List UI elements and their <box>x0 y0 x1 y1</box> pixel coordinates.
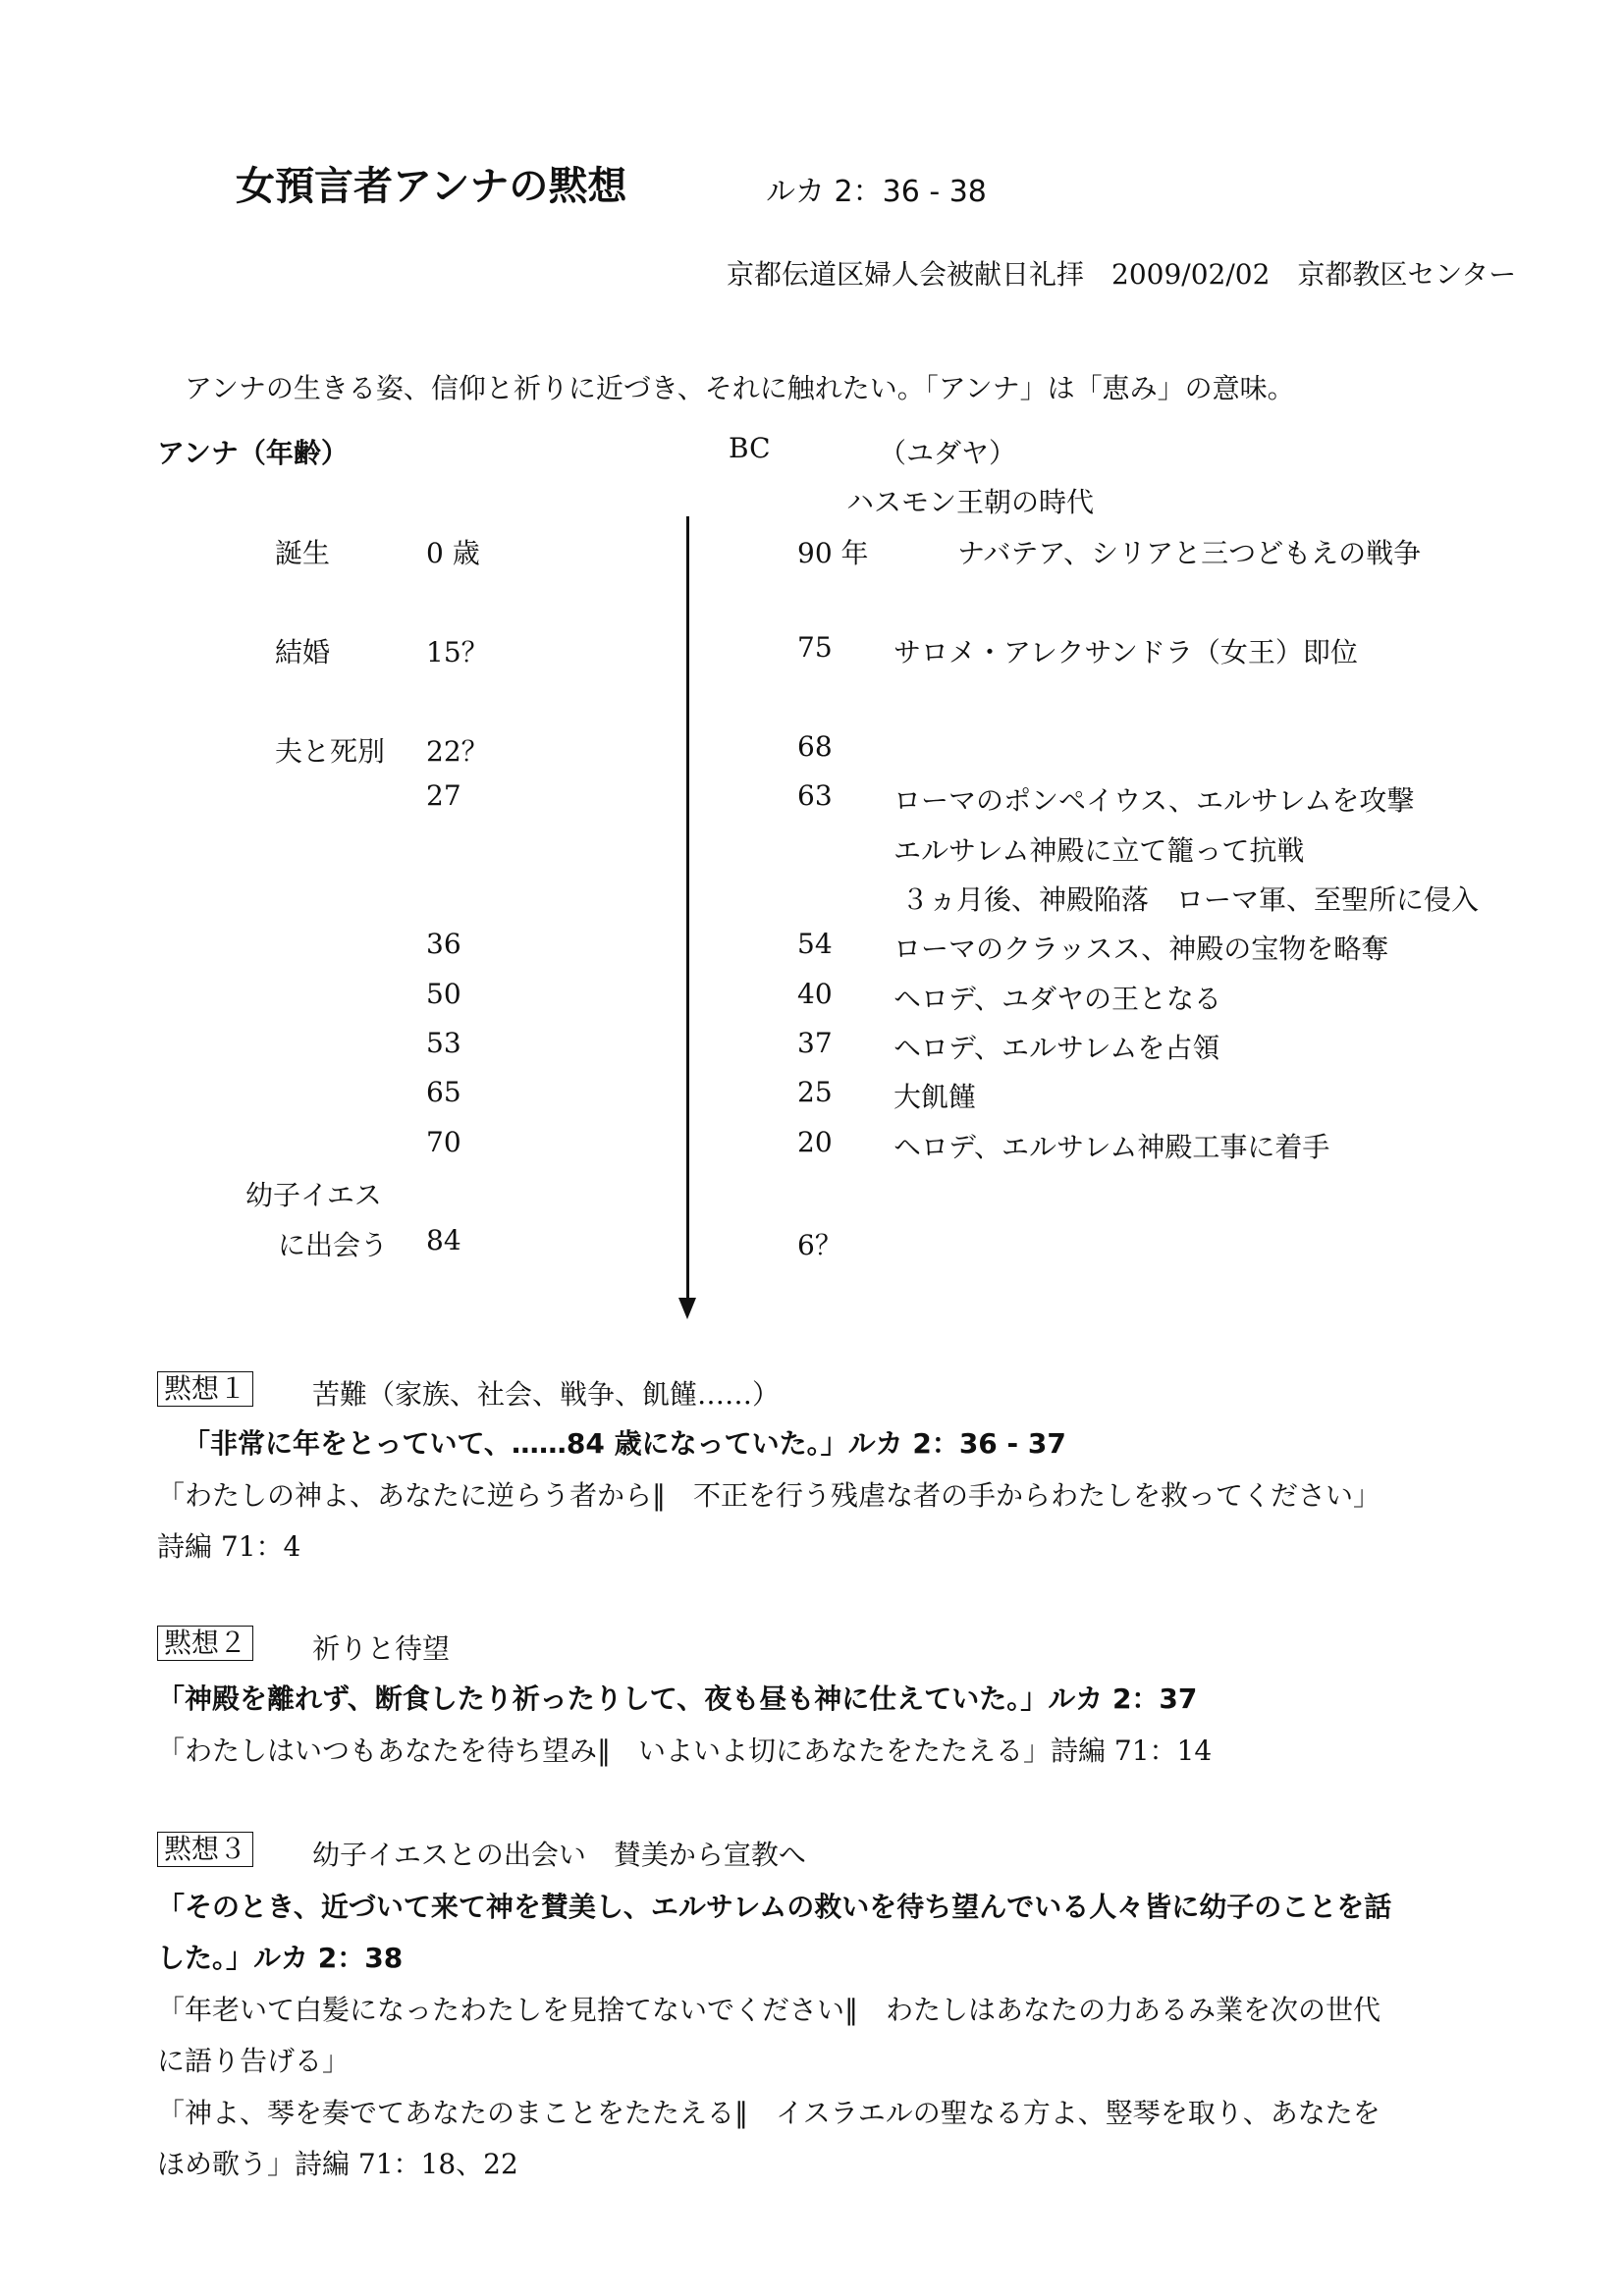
timeline-arrow-head <box>678 1298 696 1319</box>
timeline-year: 68 <box>797 730 833 763</box>
timeline-year: 63 <box>797 779 833 812</box>
timeline-history: ３ヵ月後、神殿陥落 ローマ軍、至聖所に侵入 <box>901 883 1480 916</box>
timeline-left-header: アンナ（年齢） <box>157 437 349 469</box>
timeline-year: 40 <box>797 978 833 1010</box>
meditation-quote: 「非常に年をとっていて、……84 歳になっていた。」ルカ 2：36 - 37 <box>183 1427 1066 1460</box>
timeline-history: サロメ・アレクサンドラ（女王）即位 <box>893 636 1358 668</box>
meditation-quote: 「そのとき、近づいて来て神を賛美し、エルサレムの救いを待ち望んでいる人々皆に幼子のことを話 <box>157 1891 1392 1923</box>
meditation-label: 黙想２ <box>157 1626 253 1661</box>
psalm-line: 詩編 71：4 <box>157 1530 301 1563</box>
meditation-heading-title: 苦難 <box>312 1378 368 1411</box>
timeline-age: 65 <box>426 1076 461 1108</box>
timeline-age: 84 <box>426 1224 461 1256</box>
psalm-line: 「わたしの神よ、あなたに逆らう者から‖ 不正を行う残虐な者の手からわたしを救ってください」 <box>157 1479 1381 1512</box>
event-info: 京都伝道区婦人会被献日礼拝 2009/02/02 京都教区センター <box>727 258 1517 291</box>
timeline-age: 22？ <box>426 735 489 768</box>
timeline-year: 6？ <box>797 1229 842 1261</box>
timeline-age: 36 <box>426 928 461 960</box>
title-scripture-reference: ルカ 2：36 - 38 <box>766 175 987 209</box>
meditation-heading-title: 祈りと待望 <box>312 1632 451 1665</box>
timeline-arrow-line <box>686 516 689 1302</box>
timeline-event: 幼子イエス <box>245 1179 382 1211</box>
timeline-history: ローマのクラッスス、神殿の宝物を略奪 <box>893 933 1389 965</box>
timeline-history: ヘロデ、ユダヤの王となる <box>893 983 1222 1015</box>
page-title: 女預言者アンナの黙想 <box>236 164 627 209</box>
timeline-history: ヘロデ、エルサレム神殿工事に着手 <box>893 1131 1330 1163</box>
timeline-age: 15？ <box>426 636 489 668</box>
timeline-history: ローマのポンペイウス、エルサレムを攻撃 <box>893 784 1415 817</box>
timeline-event: 夫と死別 <box>275 735 386 768</box>
timeline-year: 20 <box>797 1126 833 1158</box>
timeline-year: 37 <box>797 1027 833 1059</box>
meditation-heading-title: 幼子イエスとの出会い 賛美から宣教へ <box>312 1839 806 1871</box>
timeline-history: 大飢饉 <box>893 1081 977 1113</box>
timeline-event: 結婚 <box>275 636 331 668</box>
psalm-line: 「わたしはいつもあなたを待ち望み‖ いよいよ切にあなたをたたえる」詩編 71：14 <box>157 1735 1213 1767</box>
era-label: ハスモン王朝の時代 <box>846 486 1095 518</box>
intro-text: アンナの生きる姿、信仰と祈りに近づき、それに触れたい。「アンナ」は「恵み」の意味。 <box>185 372 1295 404</box>
psalm-line: に語り告げる」 <box>157 2045 351 2077</box>
psalm-line: ほめ歌う」詩編 71：18、22 <box>157 2148 518 2180</box>
meditation-quote: 「神殿を離れず、断食したり祈ったりして、夜も昼も神に仕えていた。」ルカ 2：37 <box>157 1682 1198 1715</box>
timeline-year: 75 <box>797 631 833 664</box>
meditation-label: 黙想３ <box>157 1832 253 1867</box>
meditation-heading-note: （家族、社会、戦争、飢饉……） <box>367 1378 781 1411</box>
timeline-year: 90 年 <box>797 537 869 569</box>
psalm-line: 「年老いて白髪になったわたしを見捨てないでください‖ わたしはあなたの力あるみ業を次の世代 <box>157 1994 1381 2026</box>
timeline-history: ヘロデ、エルサレムを占領 <box>893 1032 1220 1064</box>
meditation-heading <box>312 1373 780 1413</box>
timeline-age: 70 <box>426 1126 461 1158</box>
timeline-history: ナバテア、シリアと三つどもえの戦争 <box>957 537 1422 569</box>
timeline-year: 25 <box>797 1076 833 1108</box>
timeline-event: に出会う <box>278 1229 389 1261</box>
bc-label: BC <box>729 432 771 464</box>
timeline-age: 50 <box>426 978 461 1010</box>
region-label: （ユダヤ） <box>879 437 1017 469</box>
timeline-year: 54 <box>797 928 833 960</box>
timeline-age: 0 歳 <box>426 537 480 569</box>
meditation-label: 黙想１ <box>157 1371 253 1407</box>
timeline-event: 誕生 <box>275 537 331 569</box>
timeline-history: エルサレム神殿に立て籠って抗戦 <box>893 834 1305 867</box>
timeline-age: 27 <box>426 779 461 812</box>
meditation-quote: した。」ルカ 2：38 <box>157 1942 404 1974</box>
psalm-line: 「神よ、琴を奏でてあなたのまことをたたえる‖ イスラエルの聖なる方よ、竪琴を取り、あなたを <box>157 2097 1380 2129</box>
timeline-age: 53 <box>426 1027 461 1059</box>
